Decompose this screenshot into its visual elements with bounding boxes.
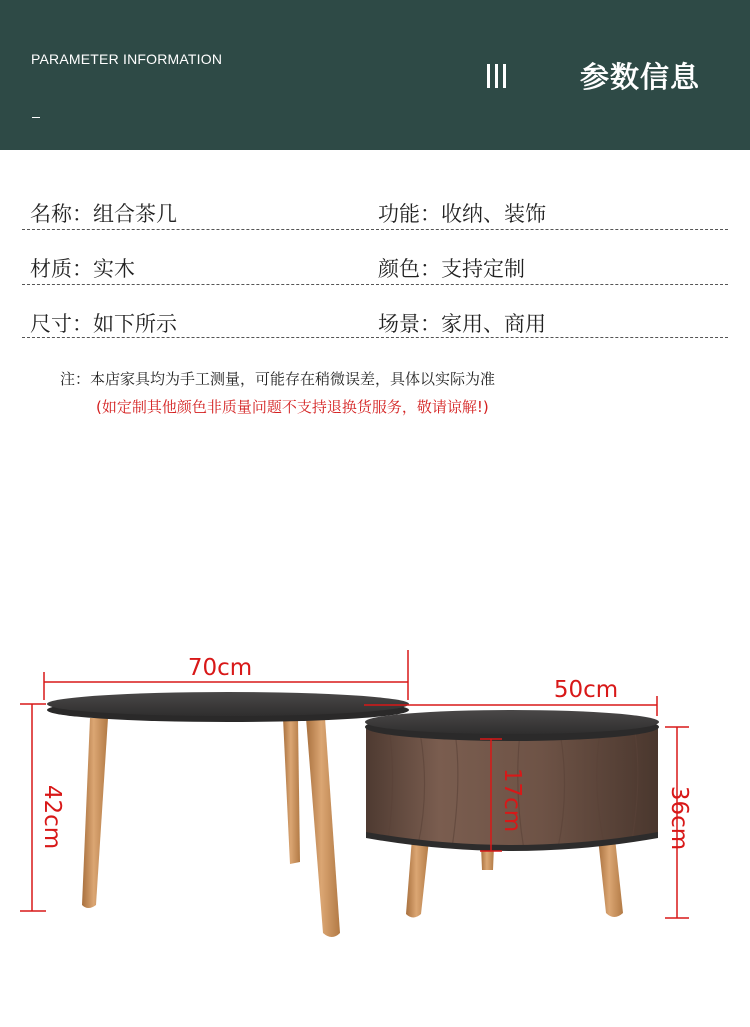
bars-icon — [487, 64, 509, 88]
large-height-label: 42cm — [39, 784, 65, 850]
header-english-title: PARAMETER INFORMATION — [31, 51, 223, 67]
large-table-leg-right — [306, 718, 340, 937]
small-width-label: 50cm — [553, 677, 619, 703]
param-color: 颜色：支持定制 — [378, 257, 525, 281]
product-dimension-illustration — [0, 620, 750, 1027]
header-banner — [0, 0, 750, 150]
param-name: 名称：组合茶几 — [30, 202, 177, 226]
large-tabletop — [47, 692, 409, 716]
param-row-name — [22, 198, 728, 253]
param-size: 尺寸：如下所示 — [30, 312, 177, 336]
row-divider — [22, 284, 728, 285]
small-table-leg-left — [406, 838, 429, 918]
param-row-material — [22, 253, 728, 308]
row-divider — [22, 337, 728, 338]
header-dash-mark — [32, 117, 40, 118]
small-tabletop — [365, 710, 659, 734]
param-function: 功能：收纳、装饰 — [378, 202, 546, 226]
large-table-leg-left — [82, 718, 108, 908]
drawer-height-label: 17cm — [499, 767, 525, 833]
param-scene: 场景：家用、商用 — [378, 312, 546, 336]
row-divider — [22, 229, 728, 230]
small-height-label: 36cm — [666, 785, 692, 851]
param-row-size — [22, 308, 728, 363]
small-table-leg-right — [598, 838, 623, 917]
measurement-note: 注：本店家具均为手工测量，可能存在稍微误差，具体以实际为准 — [60, 370, 496, 388]
large-width-label: 70cm — [187, 655, 253, 681]
large-table-back-leg — [283, 718, 300, 864]
header-chinese-title: 参数信息 — [580, 60, 701, 94]
param-material: 材质：实木 — [30, 257, 135, 281]
custom-color-warning: (如定制其他颜色非质量问题不支持退换货服务，敬请谅解!) — [96, 398, 489, 416]
